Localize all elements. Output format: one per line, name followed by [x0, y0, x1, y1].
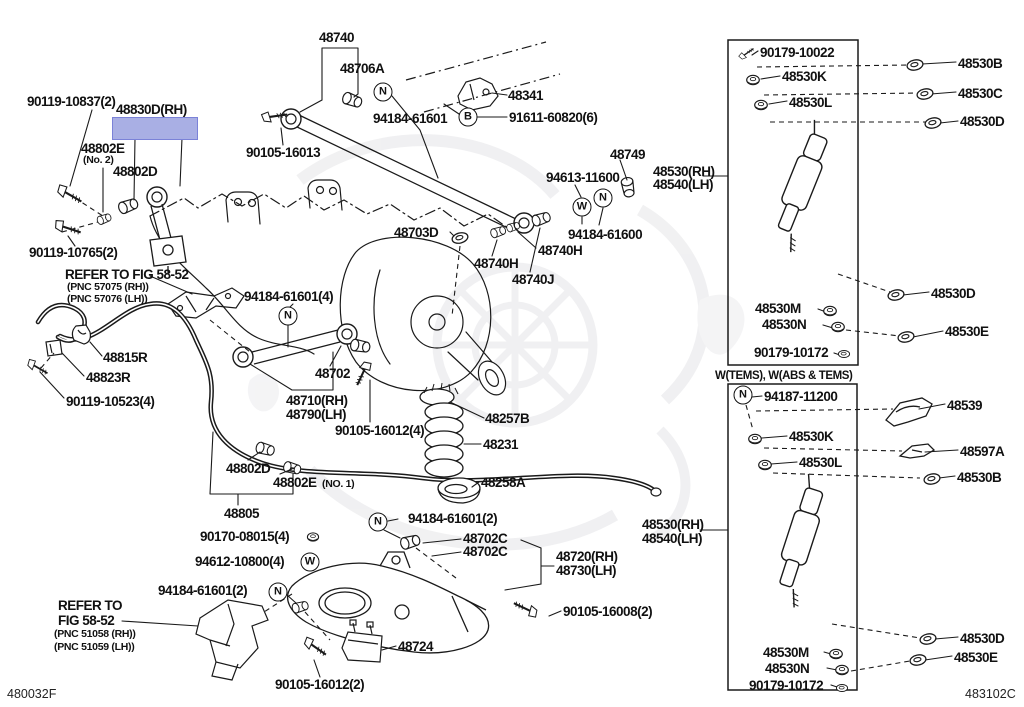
part-label: 94184-61601(4) — [244, 289, 334, 304]
part-label: 90119-10765(2) — [29, 245, 118, 260]
part-label: 48530M — [755, 301, 801, 316]
part-label: 48805 — [224, 506, 260, 521]
circled-letter-N-icon: N — [279, 307, 298, 326]
nut-icon — [307, 533, 318, 541]
drawing-number: 480032F — [7, 687, 57, 701]
part-label: 48530D — [931, 286, 976, 301]
part-label: 48530B — [957, 470, 1002, 485]
part-label: 48530D — [960, 114, 1005, 129]
part-label: 48530K — [789, 429, 834, 444]
clip-48597a-drawing — [900, 444, 934, 458]
part-label: (NO. 1) — [322, 478, 355, 490]
part-label: 48540(LH) — [653, 177, 714, 192]
circled-letter-N-icon: N — [734, 386, 753, 405]
lower-bracket-drawing — [196, 600, 268, 680]
part-label: 48530N — [765, 661, 810, 676]
part-label: W(TEMS), W(ABS & TEMS) — [715, 370, 853, 382]
part-label: 48530B — [958, 56, 1003, 71]
part-label: (No. 2) — [83, 154, 114, 166]
part-label: 94184-61601(2) — [408, 511, 498, 526]
part-label: (PNC 51058 (RH)) — [54, 628, 136, 640]
part-label: 48724 — [398, 639, 434, 654]
part-label: 48802E — [81, 141, 125, 156]
part-label: 90119-10837(2) — [27, 94, 116, 109]
selected-part-highlight — [112, 117, 198, 140]
part-label: 48802D — [226, 461, 271, 476]
part-label-selected: 48830D(RH) — [116, 102, 187, 117]
part-label: 48530M — [763, 645, 809, 660]
part-label: 90105-16012(2) — [275, 677, 365, 692]
part-label: 48258A — [481, 475, 526, 490]
part-label: 94184-61601(2) — [158, 583, 248, 598]
shock-absorber-box-standard — [728, 40, 942, 365]
part-label: 90170-08015(4) — [200, 529, 290, 544]
part-label: 48702C — [463, 531, 508, 546]
part-label: 48740H — [538, 243, 583, 258]
part-label: 94184-61601 — [373, 111, 448, 126]
circled-letter-B-icon: B — [459, 108, 478, 127]
part-label: 48530L — [799, 455, 842, 470]
part-label: 48802E — [273, 475, 317, 490]
part-label: 48790(LH) — [286, 407, 347, 422]
part-label: 48530C — [958, 86, 1003, 101]
part-label: (PNC 51059 (LH)) — [54, 641, 135, 653]
part-label: (PNC 57076 (LH)) — [67, 293, 148, 305]
part-label: 48702 — [315, 366, 351, 381]
part-label: 48706A — [340, 61, 385, 76]
part-label: 48703D — [394, 225, 439, 240]
part-label: 48257B — [485, 411, 530, 426]
part-label: 48802D — [113, 164, 158, 179]
part-label: 91611-60820(6) — [509, 110, 598, 125]
circled-letter-W-icon: W — [301, 553, 320, 572]
circled-letter-W-icon: W — [573, 198, 592, 217]
part-label: (PNC 57075 (RH)) — [67, 281, 149, 293]
part-label: 48740 — [319, 30, 355, 45]
part-label: 48740H — [474, 256, 519, 271]
part-label: 48530L — [789, 95, 832, 110]
circled-letter-N-icon: N — [374, 83, 393, 102]
part-label: 48530E — [954, 650, 998, 665]
part-label: 48341 — [508, 88, 544, 103]
part-label: 48530(RH) — [642, 517, 704, 532]
mount-48539-drawing — [886, 398, 932, 426]
part-label: 94612-10800(4) — [195, 554, 285, 569]
part-label: 48530D — [960, 631, 1005, 646]
part-label: 94613-11600 — [546, 170, 620, 185]
part-label: 48231 — [483, 437, 519, 452]
part-label: 48815R — [103, 350, 148, 365]
part-label: 48530N — [762, 317, 807, 332]
circled-letter-N-icon: N — [594, 189, 613, 208]
part-label: 90105-16008(2) — [563, 604, 653, 619]
part-label: 90179-10172 — [754, 345, 829, 360]
part-label: 48710(RH) — [286, 393, 348, 408]
part-label: 48720(RH) — [556, 549, 618, 564]
part-label: 48740J — [512, 272, 555, 287]
shock-absorber-box-tems — [728, 384, 941, 692]
part-label: 48702C — [463, 544, 508, 559]
part-label: 48530E — [945, 324, 989, 339]
part-label: 48749 — [610, 147, 646, 162]
part-label: 90179-10172 — [749, 678, 824, 693]
part-label: 48730(LH) — [556, 563, 617, 578]
part-label: 48823R — [86, 370, 131, 385]
part-label: 90119-10523(4) — [66, 394, 155, 409]
part-label: 94187-11200 — [764, 389, 838, 404]
circled-letter-N-icon: N — [269, 583, 288, 602]
part-label: 90179-10022 — [760, 45, 835, 60]
part-label: 90105-16012(4) — [335, 423, 425, 438]
part-label: FIG 58-52 — [58, 613, 115, 628]
part-label: 48530(RH) — [653, 164, 715, 179]
part-label: 48540(LH) — [642, 531, 703, 546]
drawing-number: 483102C — [965, 687, 1016, 701]
coil-spring-drawing — [420, 383, 480, 503]
part-label: 90105-16013 — [246, 145, 321, 160]
circled-letter-N-icon: N — [369, 513, 388, 532]
part-label: 48539 — [947, 398, 983, 413]
part-label: 48597A — [960, 444, 1005, 459]
part-label: REFER TO FIG 58-52 — [65, 267, 189, 282]
part-label: 94184-61600 — [568, 227, 643, 242]
part-label: 48530K — [782, 69, 827, 84]
part-label: REFER TO — [58, 598, 123, 613]
